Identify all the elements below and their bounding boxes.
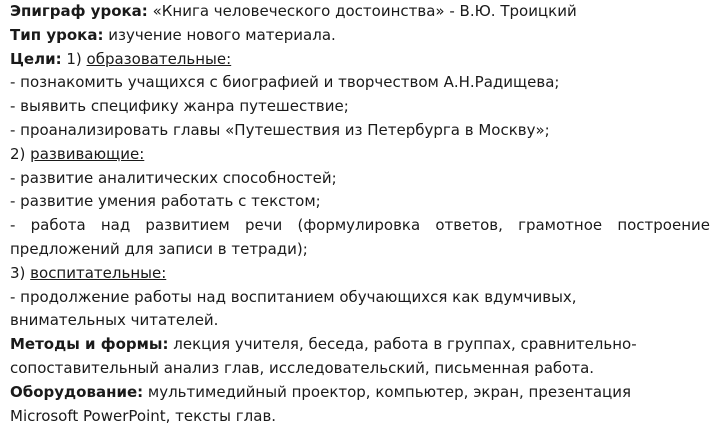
- lesson-type-label: Тип урока:: [10, 25, 104, 44]
- goal-3-number: 3): [10, 263, 31, 282]
- equipment-label: Оборудование:: [10, 382, 144, 401]
- lesson-plan-document: [10, 0, 710, 428]
- equipment-line-continued: Microsoft PowerPoint, тексты глав.: [10, 406, 277, 425]
- goal-1-title: образовательные:: [86, 49, 232, 68]
- goal-2-item: - развитие аналитических способностей;: [10, 168, 337, 187]
- lesson-type-text: изучение нового материала.: [103, 25, 336, 44]
- goal-3-title: воспитательные:: [30, 263, 167, 282]
- goal-2-number: 2): [10, 144, 31, 163]
- goal-2-item: - развитие умения работать с текстом;: [10, 192, 321, 211]
- goal-1-item: - познакомить учащихся с биографией и творчеством А.Н.Радищева;: [10, 73, 560, 92]
- epigraph-label: Эпиграф урока:: [10, 2, 148, 20]
- equipment-line: [10, 381, 710, 405]
- goal-1-item: - проанализировать главы «Путешествия из Петербурга в Москву»;: [10, 120, 550, 139]
- epigraph-line: [10, 0, 710, 24]
- goal-1-item: - выявить специфику жанра путешествие;: [10, 97, 349, 116]
- goal-2-title: развивающие:: [30, 144, 145, 163]
- equipment-text: мультимедийный проектор, компьютер, экран, презентация: [143, 382, 632, 401]
- methods-label: Методы и формы:: [10, 335, 169, 354]
- goals-line: [10, 48, 710, 72]
- methods-text: лекция учителя, беседа, работа в группах, сравнительно-: [168, 335, 637, 354]
- epigraph-text: «Книга человеческого достоинства» - В.Ю. Троицкий: [147, 2, 577, 20]
- lesson-type-line: [10, 24, 710, 48]
- goal-3-item-continued: внимательных читателей.: [10, 311, 219, 330]
- methods-line-continued: сопоставительный анализ глав, исследовательский, письменная работа.: [10, 358, 595, 377]
- goal-3-line: [10, 262, 710, 286]
- goal-2-item-continued: предложений для записи в тетради);: [10, 239, 308, 258]
- methods-line: [10, 333, 710, 357]
- goal-2-item-justified: - работа над развитием речи (формулировка ответов, грамотное построение: [10, 216, 710, 235]
- goal-2-line: [10, 143, 710, 167]
- goal-3-item: - продолжение работы над воспитанием обучающихся как вдумчивых,: [10, 287, 577, 306]
- goals-label: Цели:: [10, 49, 62, 68]
- goal-1-number: 1): [61, 49, 87, 68]
